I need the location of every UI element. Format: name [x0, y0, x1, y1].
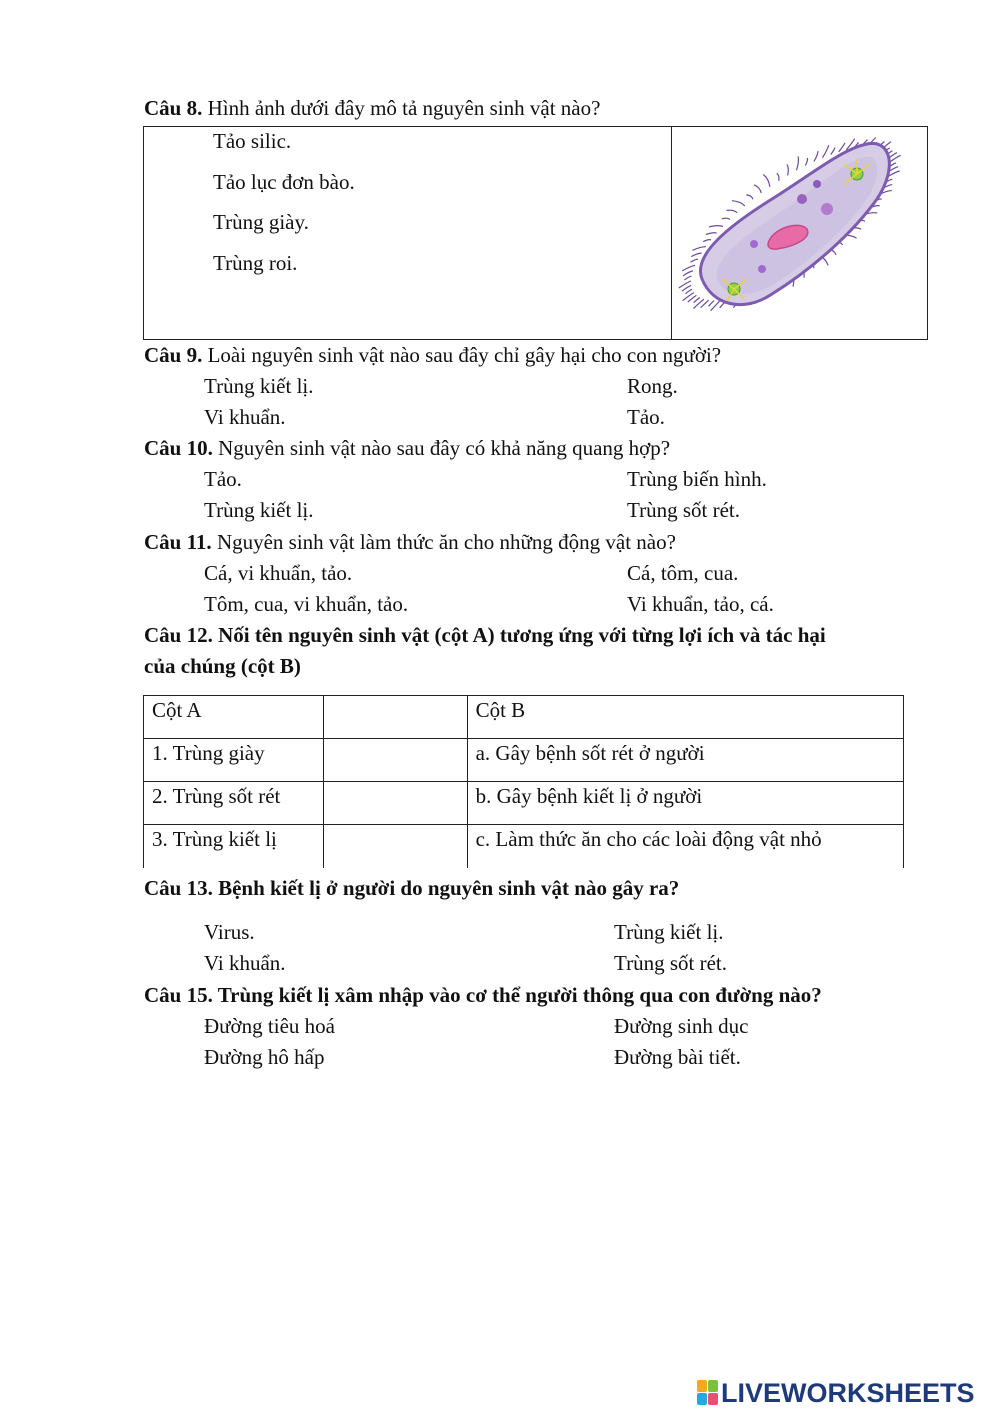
cilium [693, 247, 707, 251]
q11-label: Câu 11. [144, 530, 212, 554]
q9-option-3[interactable]: Vi khuẩn. [204, 405, 286, 429]
cilium [686, 289, 693, 294]
q8-option-1[interactable]: Tảo silic. [213, 129, 292, 153]
q15-option-2[interactable]: Đường sinh dục [614, 1014, 749, 1038]
cilium [722, 218, 730, 219]
q11-question [144, 530, 676, 555]
q11-option-2[interactable]: Cá, tôm, cua. [627, 561, 739, 585]
q10-option-3[interactable]: Trùng kiết lị. [204, 498, 314, 522]
q13-question: Câu 13. Bệnh kiết lị ở người do nguyên sinh vật nào gây ra? [144, 876, 680, 900]
liveworksheets-logo[interactable] [697, 1378, 975, 1408]
q12-question-line2: của chúng (cột B) [144, 654, 301, 678]
q8-option-2[interactable]: Tảo lục đơn bào. [213, 170, 355, 194]
cilium [732, 201, 745, 206]
q10-option-1[interactable]: Tảo. [204, 467, 242, 491]
q10-option-4[interactable]: Trùng sốt rét. [627, 498, 740, 522]
q8-text: Hình ảnh dưới đây mô tả nguyên sinh vật nào? [202, 96, 601, 120]
q8-option-3[interactable]: Trùng giày. [213, 210, 309, 234]
q8-option-4[interactable]: Trùng roi. [213, 251, 298, 275]
q9-option-2[interactable]: Rong. [627, 374, 678, 398]
q13-option-4[interactable]: Trùng sốt rét. [614, 951, 727, 975]
row3-answer-cell[interactable] [323, 825, 467, 868]
cilium [683, 271, 693, 276]
cilium [682, 265, 695, 271]
q8-label: Câu 8. [144, 96, 203, 120]
cilium [703, 240, 711, 242]
q13-option-2[interactable]: Trùng kiết lị. [614, 920, 724, 944]
q9-question [144, 343, 721, 368]
q8-question [144, 96, 600, 121]
cilium [684, 276, 691, 280]
logo-text: LIVEWORKSHEETS [721, 1377, 975, 1408]
q10-text: Nguyên sinh vật nào sau đây có khả năng quang hợp? [212, 436, 671, 460]
q15-question: Câu 15. Trùng kiết lị xâm nhập vào cơ thể người thông qua con đường nào? [144, 983, 822, 1007]
row2-answer-cell[interactable] [323, 782, 467, 825]
cilium [694, 298, 700, 303]
cilium [797, 156, 799, 170]
q10-question [144, 436, 670, 461]
q12-question-line1: Câu 12. Nối tên nguyên sinh vật (cột A) tương ứng với từng lợi ích và tác hại [144, 623, 826, 647]
q11-option-1[interactable]: Cá, vi khuẩn, tảo. [204, 561, 353, 585]
q11-option-3[interactable]: Tôm, cua, vi khuẩn, tảo. [204, 592, 409, 616]
q13-option-3[interactable]: Vi khuẩn. [204, 951, 286, 975]
row1-answer-cell[interactable] [323, 739, 467, 782]
q8-box [143, 126, 928, 340]
table-row [144, 739, 904, 782]
cilium [839, 143, 845, 152]
q10-label: Câu 10. [144, 436, 213, 460]
cilium [683, 293, 694, 301]
q9-label: Câu 9. [144, 343, 203, 367]
cilium [763, 175, 770, 187]
cilium [814, 151, 818, 161]
q9-text: Loài nguyên sinh vật nào sau đây chỉ gây hại cho con người? [202, 343, 722, 367]
cilium [777, 173, 779, 181]
cilium [706, 233, 717, 235]
cilium [754, 185, 761, 193]
q11-option-4[interactable]: Vi khuẩn, tảo, cá. [627, 592, 774, 616]
table-header-row [144, 696, 904, 739]
q13-option-1[interactable]: Virus. [204, 920, 255, 944]
cilium [726, 210, 737, 212]
cilium [787, 164, 788, 175]
q9-option-1[interactable]: Trùng kiết lị. [204, 374, 314, 398]
cilium [805, 158, 807, 166]
q15-option-4[interactable]: Đường bài tiết. [614, 1045, 741, 1069]
row2-col-a: 2. Trùng sốt rét [144, 782, 324, 825]
header-col-b: Cột B [467, 696, 903, 739]
row3-col-b: c. Làm thức ăn cho các loài động vật nhỏ [467, 825, 903, 868]
row1-col-b: a. Gây bệnh sốt rét ở người [467, 739, 903, 782]
row2-col-b: b. Gây bệnh kiết lị ở người [467, 782, 903, 825]
cilium [823, 145, 829, 158]
cilium [693, 299, 704, 308]
cilium [746, 195, 753, 199]
header-col-a: Cột A [144, 696, 324, 739]
q15-option-1[interactable]: Đường tiêu hoá [204, 1014, 335, 1038]
cilium [691, 259, 699, 262]
q12-match-table [143, 695, 904, 868]
cilium [709, 226, 723, 227]
q12-table-clip [140, 693, 910, 874]
row3-col-a: 3. Trùng kiết lị [144, 825, 324, 868]
header-col-blank[interactable] [323, 696, 467, 739]
q15-option-3[interactable]: Đường hô hấp [204, 1045, 325, 1069]
cilium [691, 253, 701, 257]
q11-text: Nguyên sinh vật làm thức ăn cho những động vật nào? [211, 530, 676, 554]
table-row [144, 782, 904, 825]
cilium [831, 148, 835, 155]
row1-col-a: 1. Trùng giày [144, 739, 324, 782]
cilium [708, 301, 714, 307]
table-row [144, 825, 904, 868]
liveworksheets-logo-icon [697, 1380, 719, 1406]
paramecium-illustration [672, 129, 927, 337]
q9-option-4[interactable]: Tảo. [627, 405, 665, 429]
q10-option-2[interactable]: Trùng biến hình. [627, 467, 767, 491]
